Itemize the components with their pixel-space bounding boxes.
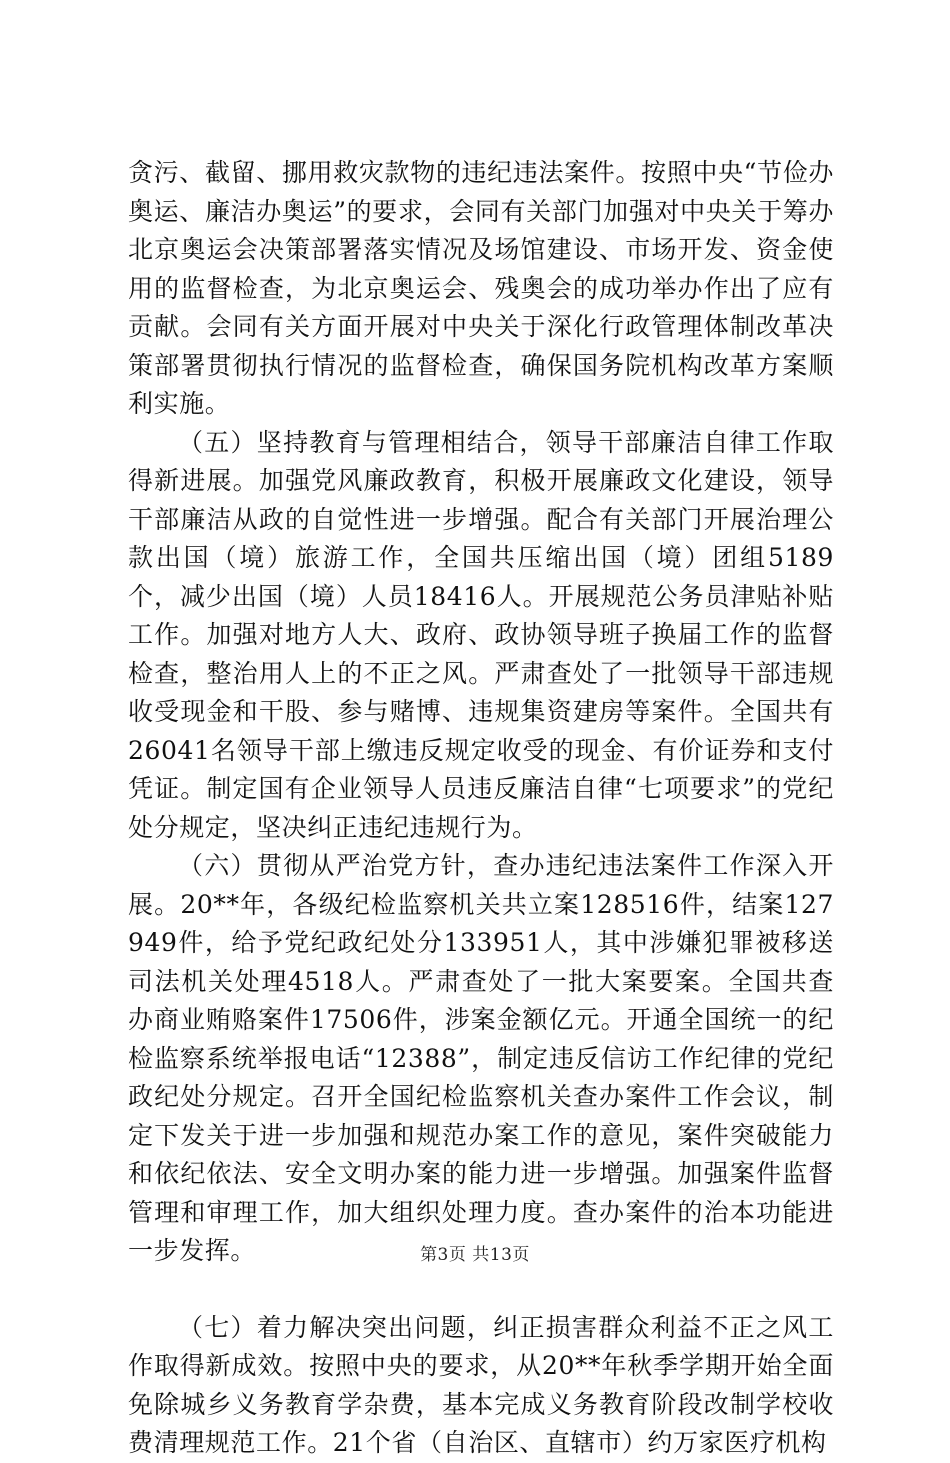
paragraph-section-5: （五）坚持教育与管理相结合，领导干部廉洁自律工作取得新进展。加强党风廉政教育，积极开展廉政文化建设，领导干部廉洁从政的自觉性进一步增强。配合有关部门开展治理公款出国（境）旅游工作，全国共压缩出国（境）团组5189个，减少出国（境）人员18416人。开展规范公务员津贴补贴工作。加强对地方人大、政府、政协领导班子换届工作的监督检查，整治用人上的不正之风。严肃查处了一批领导干部违规收受现金和干股、参与赌博、违规集资建房等案件。全国共有26041名领导干部上缴违反规定收受的现金、有价证券和支付凭证。制定国有企业领导人员违反廉洁自律“七项要求”的党纪处分规定，坚决纠正违纪违规行为。 [128, 427, 834, 842]
document-body [128, 154, 834, 1463]
paragraph-section-7: （七）着力解决突出问题，纠正损害群众利益不正之风工作取得新成效。按照中央的要求，从20**年秋季学期开始全面免除城乡义务教育学杂费，基本完成义务教育阶段改制学校收费清理规范工作。21个省（自治区、直辖市）约万家医疗机构 [128, 1312, 834, 1457]
paragraph-section-6: （六）贯彻从严治党方针，查办违纪违法案件工作深入开展。20**年，各级纪检监察机关共立案128516件，结案127949件，给予党纪政纪处分133951人，其中涉嫌犯罪被移送司法机关处理4518人。严肃查处了一批大案要案。全国共查办商业贿赂案件17506件，涉案金额亿元。开通全国统一的纪检监察系统举报电话“12388”，制定违反信访工作纪律的党纪政纪处分规定。召开全国纪检监察机关查办案件工作会议，制定下发关于进一步加强和规范办案工作的意见，案件突破能力和依纪依法、安全文明办案的能力进一步增强。加强案件监督管理和审理工作，加大组织处理力度。查办案件的治本功能进一步发挥。 [128, 851, 834, 1265]
page-footer: 第3页 共13页 [420, 1245, 530, 1265]
paragraph-continuation: 贪污、截留、挪用救灾款物的违纪违法案件。按照中央“节俭办奥运、廉洁办奥运”的要求，会同有关部门加强对中央关于筹办北京奥运会决策部署落实情况及场馆建设、市场开发、资金使用的监督检查，为北京奥运会、残奥会的成功举办作出了应有贡献。会同有关方面开展对中央关于深化行政管理体制改革决策部署贯彻执行情况的监督检查，确保国务院机构改革方案顺利实施。 [128, 158, 834, 418]
